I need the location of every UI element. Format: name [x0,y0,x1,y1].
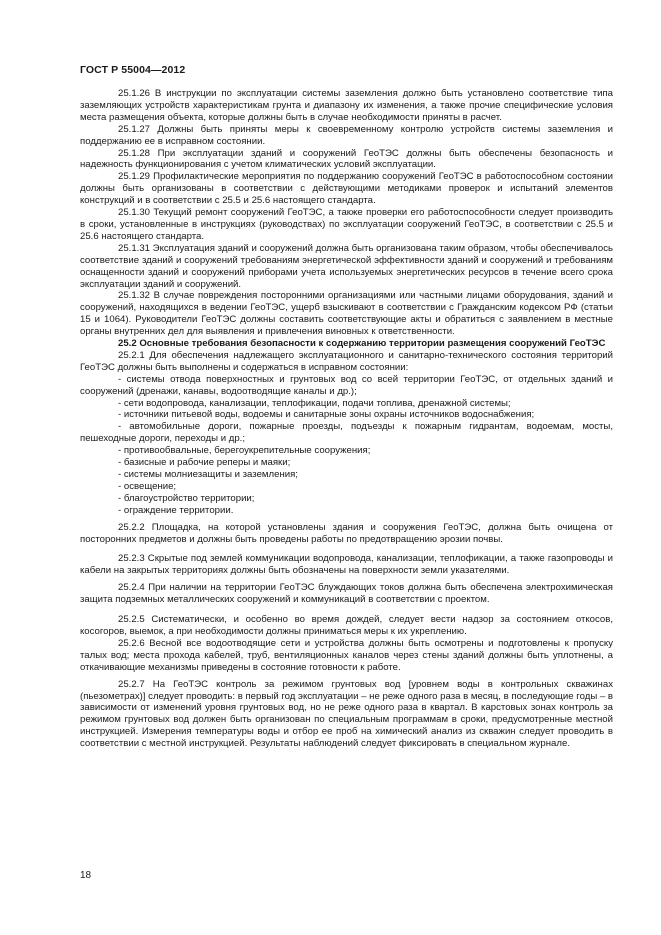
list-item: - системы молниезащиты и заземления; [118,469,298,480]
paragraph-25-1-27: 25.1.27 Должны быть приняты меры к своевременному контролю устройств системы заземления и поддержанию ее в исправном состоянии. [80,123,613,147]
section-heading-25-2: 25.2 Основные требования безопасности к содержанию территории размещения сооружений ГеоТЭС [118,338,606,350]
paragraph-25-2-2: 25.2.2 Площадка, на которой установлены здания и сооружения ГеоТЭС, должна быть очищена от посторонних предметов и должны быть проведены работы по предотвращению эрозии почвы. [80,521,613,545]
list-item: - источники питьевой воды, водоемы и санитарные зоны охраны источников водоснабжения; [118,409,535,421]
paragraph-25-2-5: 25.2.5 Систематически, и особенно во время дождей, следует вести надзор за состоянием откосов, косогоров, выемок, а при необходимости должны приниматься меры к их укреплению. [80,614,613,637]
document-header: ГОСТ Р 55004—2012 [80,64,186,76]
page-number: 18 [80,870,92,881]
paragraph-25-1-32: 25.1.32 В случае повреждения посторонними организациями или частными лицами оборудования, зданий и сооружений, находящихся в ведении ГеоТЭС, ущерб взыскивают в соответствии с Гражданским кодексом РФ (статьи 15 и 1064). Руководители ГеоТЭС должны составить соответствующие акты и обратиться с заявлением в местные органы внутренних дел для выявления и привлечения виновных к ответственности. [80,290,613,338]
paragraph-25-2-3: 25.2.3 Скрытые под землей коммуникации водопровода, канализации, теплофикации, а также газопроводы и кабели на закрытых территориях должны быть обозначены на поверхности земли указателями. [80,553,613,577]
list-item: - освещение; [118,480,177,492]
paragraph-25-1-26: 25.1.26 В инструкции по эксплуатации системы заземления должно быть установлено соответствие типа заземляющих устройств характеристикам грунта и диапазону их изменения, а также прочие специфические условия места размещения объекта, которые должны быть в случае необходимости приняты в расчет. [80,88,613,123]
paragraph-25-2-4: 25.2.4 При наличии на территории ГеоТЭС блуждающих токов должна быть обеспечена электрохимическая защита подземных металлических сооружений и коммуникаций в соответствии с проектом. [80,582,613,606]
requirements-list [80,374,613,517]
paragraph-25-1-28: 25.1.28 При эксплуатации зданий и сооружений ГеоТЭС должны быть обеспечены безопасность и надежность функционирования с учетом климатических условий эксплуатации. [80,147,613,171]
paragraph-25-2-6: 25.2.6 Весной все водоотводящие сети и устройства должны быть осмотрены и подготовлены к пропуску талых вод; места прохода кабелей, труб, вентиляционных каналов через стены зданий должны быть уплотнены, а откачивающие механизмы приведены в состояние готовности к работе. [80,637,613,673]
paragraph-25-1-29: 25.1.29 Профилактические мероприятия по поддержанию сооружений ГеоТЭС в работоспособном состоянии должны быть организованы в соответствии с действующими методиками проверок и испытаний элементов конструкций и в соответствии с 25.5 и 25.6 настоящего стандарта. [80,171,613,207]
document-body [80,88,613,750]
list-item: - противообвальные, берегоукрепительные сооружения; [118,445,371,457]
paragraph-25-1-30: 25.1.30 Текущий ремонт сооружений ГеоТЭС, а также проверки его работоспособности следует производить в сроки, установленные в инструкциях (руководствах) по эксплуатации сооружений ГеоТЭС, в соответствии с 25.5 и 25.6 настоящего стандарта. [80,207,613,242]
list-item: - базисные и рабочие реперы и маяки; [118,457,291,469]
list-item: - системы отвода поверхностных и грунтовых вод со всей территории ГеоТЭС, от отдельных зданий и сооружений (дренажи, канавы, водоотводящие каналы и др.); [80,373,613,397]
list-item: - сети водопровода, канализации, теплофикации, подачи топлива, дренажной системы; [118,397,511,409]
list-item: - автомобильные дороги, пожарные проезды, подъезды к пожарным гидрантам, водоемам, мосты, пешеходные дороги, переходы и др.; [80,421,613,445]
paragraph-25-2-1: 25.2.1 Для обеспечения надлежащего эксплуатационного и санитарно-технического состояния территорий ГеоТЭС должны быть выполнены и содержаться в исправном состоянии: [80,349,613,373]
paragraph-25-2-7: 25.2.7 На ГеоТЭС контроль за режимом грунтовых вод [уровнем воды в контрольных скважинах (пьезометрах)] следует проводить: в первый год эксплуатации – не реже одного раза в месяц, в последующие годы – в зависимости от изменений уровня грунтовых вод, но не реже одного раза в квартал. В карстовых зонах контроль за режимом грунтовых вод должен быть организован по специальным программам в сроки, предусмотренные местной инструкцией. Измерения температуры воды и отбор ее проб на химический анализ из скважин следует проводить в соответствии с местной инструкцией. Результаты наблюдений следует фиксировать в специальном журнале. [80,678,613,750]
paragraph-25-1-31: 25.1.31 Эксплуатация зданий и сооружений должна быть организована таким образом, чтобы обеспечивалось соответствие зданий и сооружений требованиям энергетической эффективности зданий и сооружений и требованиям оснащенности зданий и сооружений приборами учета используемых энергетических ресурсов в течение всего срока эксплуатации зданий и сооружений. [80,242,613,290]
list-item: - благоустройство территории; [118,492,255,504]
list-item: - ограждение территории. [118,504,234,516]
